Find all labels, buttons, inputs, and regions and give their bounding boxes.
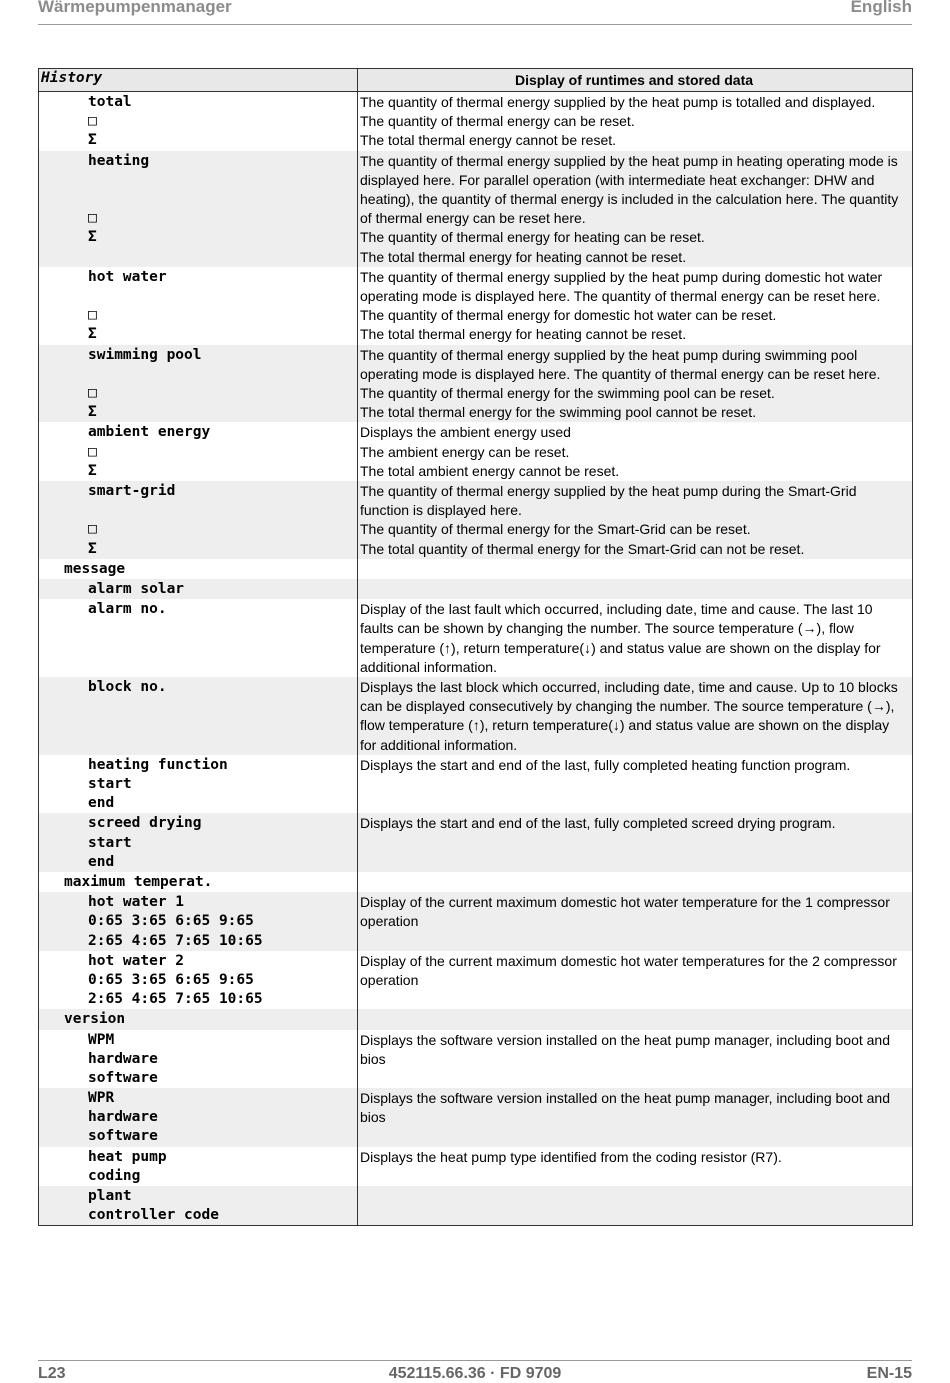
menu-item-line: 2:65 4:65 7:65 10:65 bbox=[88, 991, 263, 1008]
menu-item-line: Σ bbox=[88, 132, 97, 149]
menu-item-line bbox=[88, 501, 357, 520]
description-cell bbox=[358, 422, 912, 481]
table-row bbox=[39, 1186, 912, 1225]
menu-item-line bbox=[88, 716, 357, 735]
table-row bbox=[39, 677, 912, 755]
description-line: The quantity of thermal energy supplied by the heat pump is totalled and displayed. bbox=[360, 94, 876, 110]
menu-item-line: Σ bbox=[88, 404, 97, 421]
description-cell bbox=[358, 755, 912, 814]
description-line: Display of the current maximum domestic hot water temperatures for the 2 compressor operation bbox=[360, 952, 897, 988]
menu-item-line: software bbox=[88, 1128, 158, 1145]
menu-item-cell bbox=[39, 151, 358, 267]
description-line: The quantity of thermal energy can be reset. bbox=[360, 113, 635, 130]
menu-item-line bbox=[88, 287, 357, 306]
description-cell bbox=[358, 151, 912, 267]
menu-item-line: □ bbox=[88, 385, 97, 402]
menu-item-cell bbox=[39, 481, 358, 559]
description-cell bbox=[358, 1147, 912, 1186]
menu-item-cell bbox=[39, 1009, 358, 1029]
menu-item-line bbox=[88, 190, 357, 209]
menu-item-line: end bbox=[88, 795, 115, 812]
description-line: The quantity of thermal energy supplied by the heat pump in heating operating mode is displayed here. For parallel operation (with intermediate heat exchanger: DHW and heating), the quantity of thermal energy is included in the calculation here. The quantity of thermal energy can be reset here. bbox=[360, 152, 899, 227]
description-line: Displays the software version installed on the heat pump manager, including boot and bios bbox=[360, 1031, 890, 1067]
menu-item-line bbox=[88, 639, 357, 658]
menu-item-line bbox=[88, 365, 357, 384]
description-cell bbox=[358, 1009, 912, 1029]
menu-item-line: alarm no. bbox=[88, 601, 167, 618]
description-line: The quantity of thermal energy for the Smart-Grid can be reset. bbox=[360, 521, 751, 538]
description-cell bbox=[358, 599, 912, 677]
menu-item-cell bbox=[39, 267, 358, 345]
description-cell bbox=[358, 92, 912, 151]
menu-item-cell bbox=[39, 422, 358, 481]
menu-item-line: Σ bbox=[88, 540, 97, 557]
description-cell bbox=[358, 951, 912, 1010]
footer-document-number: 452115.66.36 · FD 9709 bbox=[388, 1365, 562, 1382]
menu-item-line: ambient energy bbox=[88, 424, 211, 441]
menu-item-line: version bbox=[64, 1011, 126, 1028]
menu-item-line: start bbox=[88, 776, 132, 793]
menu-item-line bbox=[88, 697, 357, 716]
table-row bbox=[39, 151, 912, 267]
table-row bbox=[39, 1009, 912, 1029]
menu-item-cell bbox=[39, 872, 358, 892]
menu-item-line: end bbox=[88, 853, 115, 870]
description-line: The total quantity of thermal energy for the Smart-Grid can not be reset. bbox=[360, 540, 805, 557]
description-line: Displays the heat pump type identified from the coding resistor (R7). bbox=[360, 1148, 782, 1165]
menu-item-line: □ bbox=[88, 443, 97, 460]
menu-item-line: WPR bbox=[88, 1090, 115, 1107]
table-row bbox=[39, 872, 912, 892]
menu-item-line: Σ bbox=[88, 326, 97, 343]
menu-item-line: □ bbox=[88, 210, 97, 227]
description-line: The quantity of thermal energy supplied by the heat pump during swimming pool operating mode is displayed here. The quantity of thermal energy can be reset here. bbox=[360, 346, 881, 382]
table-header-row bbox=[39, 69, 912, 92]
description-cell bbox=[358, 677, 912, 755]
menu-item-line: hot water 1 bbox=[88, 894, 185, 911]
table-header-right: Display of runtimes and stored data bbox=[514, 72, 754, 88]
description-line: The total thermal energy for heating cannot be reset. bbox=[360, 326, 687, 343]
description-cell bbox=[358, 892, 912, 951]
menu-item-line: Σ bbox=[88, 462, 97, 479]
table-header-left: History bbox=[39, 69, 358, 91]
menu-item-line: hardware bbox=[88, 1109, 158, 1126]
table-row bbox=[39, 892, 912, 951]
description-line: The quantity of thermal energy supplied by the heat pump during domestic hot water operating mode is displayed here. The quantity of thermal energy can be reset here. bbox=[360, 268, 883, 305]
table-row bbox=[39, 422, 912, 481]
menu-item-line bbox=[88, 658, 357, 677]
menu-item-line: swimming pool bbox=[88, 346, 202, 363]
menu-item-line: maximum temperat. bbox=[64, 874, 213, 890]
description-cell bbox=[358, 1030, 912, 1089]
description-cell bbox=[358, 579, 912, 599]
table-row bbox=[39, 1030, 912, 1089]
menu-item-line: smart-grid bbox=[88, 483, 176, 500]
menu-item-line: □ bbox=[88, 307, 97, 324]
menu-item-line: start bbox=[88, 834, 132, 851]
description-line: Displays the software version installed on the heat pump manager, including boot and bios bbox=[360, 1090, 890, 1126]
menu-item-cell bbox=[39, 951, 358, 1010]
footer-page-number: EN-15 bbox=[866, 1365, 912, 1382]
menu-item-line: □ bbox=[88, 113, 97, 130]
menu-item-line: software bbox=[88, 1069, 158, 1086]
description-cell bbox=[358, 1186, 912, 1225]
description-line: Displays the start and end of the last, fully completed screed drying program. bbox=[360, 815, 836, 832]
menu-item-line bbox=[88, 171, 357, 190]
table-row bbox=[39, 481, 912, 559]
menu-item-line: plant bbox=[88, 1188, 132, 1204]
menu-item-cell bbox=[39, 1088, 358, 1147]
menu-item-cell bbox=[39, 599, 358, 677]
description-line: Displays the ambient energy used bbox=[360, 424, 571, 441]
table-row bbox=[39, 267, 912, 345]
table-row bbox=[39, 1147, 912, 1186]
menu-item-line: heating bbox=[88, 152, 150, 169]
menu-item-line: 2:65 4:65 7:65 10:65 bbox=[88, 932, 263, 949]
menu-item-cell bbox=[39, 677, 358, 755]
description-cell bbox=[358, 267, 912, 345]
table-row bbox=[39, 813, 912, 872]
description-cell bbox=[358, 559, 912, 579]
menu-item-line: heating function bbox=[88, 756, 228, 773]
description-cell bbox=[358, 813, 912, 872]
menu-item-cell bbox=[39, 892, 358, 951]
language-label: English bbox=[850, 0, 912, 16]
table-row bbox=[39, 1088, 912, 1147]
menu-item-line: heat pump bbox=[88, 1148, 167, 1165]
description-line: Displays the last block which occurred, including date, time and cause. Up to 10 blocks can be displayed consecutively by changing the number. The source temperature (→), flow temperature (↑), return temperature(↓) and status value are shown on the display for additional information. bbox=[360, 679, 898, 753]
menu-item-line bbox=[88, 736, 357, 755]
table-row bbox=[39, 599, 912, 677]
menu-item-line: controller code bbox=[88, 1207, 219, 1224]
menu-item-line: WPM bbox=[88, 1031, 115, 1048]
table-row bbox=[39, 755, 912, 814]
description-line: The total thermal energy cannot be reset. bbox=[360, 132, 617, 149]
menu-item-line: screed drying bbox=[88, 815, 202, 832]
menu-item-line: message bbox=[64, 560, 126, 577]
description-line: The total thermal energy for heating cannot be reset. bbox=[360, 248, 687, 265]
description-line: The quantity of thermal energy for the swimming pool can be reset. bbox=[360, 385, 775, 402]
menu-item-line: □ bbox=[88, 521, 97, 538]
description-cell bbox=[358, 872, 912, 892]
menu-item-cell bbox=[39, 1147, 358, 1186]
table-row bbox=[39, 345, 912, 423]
description-line: The total thermal energy for the swimming pool cannot be reset. bbox=[360, 404, 757, 421]
footer-section-code: L23 bbox=[38, 1365, 66, 1382]
menu-item-cell bbox=[39, 579, 358, 599]
menu-item-line: coding bbox=[88, 1167, 141, 1184]
description-line: The total ambient energy cannot be reset. bbox=[360, 462, 620, 479]
description-cell bbox=[358, 1088, 912, 1147]
table-row bbox=[39, 579, 912, 599]
menu-item-line: hot water bbox=[88, 268, 167, 285]
menu-item-line: total bbox=[88, 94, 132, 110]
menu-item-line: hardware bbox=[88, 1050, 158, 1067]
menu-item-cell bbox=[39, 345, 358, 423]
description-line: The quantity of thermal energy for heating can be reset. bbox=[360, 229, 705, 246]
menu-item-line: 0:65 3:65 6:65 9:65 bbox=[88, 971, 254, 988]
menu-item-line: Σ bbox=[88, 229, 97, 246]
description-line: The quantity of thermal energy supplied by the heat pump during the Smart-Grid function is displayed here. bbox=[360, 483, 857, 519]
menu-item-cell bbox=[39, 559, 358, 579]
menu-item-line: block no. bbox=[88, 679, 167, 696]
table-row bbox=[39, 951, 912, 1010]
menu-item-line bbox=[88, 248, 357, 267]
menu-item-cell bbox=[39, 1030, 358, 1089]
page-footer bbox=[38, 1360, 912, 1382]
menu-item-line: alarm solar bbox=[88, 581, 185, 598]
menu-item-cell bbox=[39, 755, 358, 814]
menu-item-line: 0:65 3:65 6:65 9:65 bbox=[88, 913, 254, 930]
description-cell bbox=[358, 345, 912, 423]
description-line: The quantity of thermal energy for domestic hot water can be reset. bbox=[360, 307, 777, 324]
menu-item-line: hot water 2 bbox=[88, 952, 185, 969]
description-line: The ambient energy can be reset. bbox=[360, 443, 570, 460]
description-cell bbox=[358, 481, 912, 559]
menu-item-cell bbox=[39, 813, 358, 872]
page-header bbox=[38, 0, 912, 25]
table-row bbox=[39, 92, 912, 151]
menu-item-cell bbox=[39, 92, 358, 151]
document-title: Wärmepumpenmanager bbox=[38, 0, 232, 16]
description-line: Displays the start and end of the last, fully completed heating function program. bbox=[360, 756, 851, 773]
description-line: Display of the current maximum domestic hot water temperature for the 1 compressor operation bbox=[360, 894, 890, 930]
history-table bbox=[38, 68, 913, 1226]
menu-item-cell bbox=[39, 1186, 358, 1225]
description-line: Display of the last fault which occurred, including date, time and cause. The last 10 faults can be shown by changing the number. The source temperature (→), flow temperature (↑), return temperature(↓) and status value are shown on the display for additional information. bbox=[360, 601, 881, 675]
menu-item-line bbox=[88, 619, 357, 638]
table-row bbox=[39, 559, 912, 579]
